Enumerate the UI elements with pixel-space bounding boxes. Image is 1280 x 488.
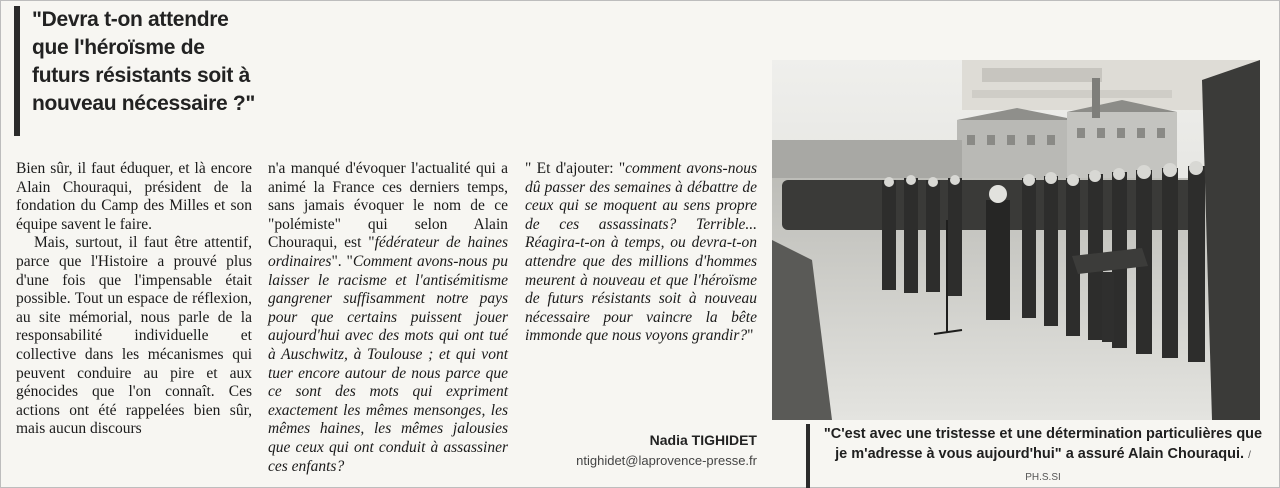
article-text: n'a manqué d'évoquer l'actualité qui a animé la France ces derniers temps, sans jamais évoquer le nom de ce "polémiste" qui selon Alain Chouraqui, est " (268, 160, 508, 252)
photo-caption (806, 424, 1266, 488)
pull-quote-line: nouveau nécessaire ?" (32, 92, 256, 115)
article-column-1 (16, 160, 252, 439)
pull-quote-line: futurs résistants soit à (32, 64, 251, 87)
article-text: " (747, 327, 754, 345)
photo-credit: / PH.S.SI (1025, 450, 1251, 483)
article-column-3 (525, 160, 757, 346)
article-paragraph (525, 160, 757, 346)
article-text: " Et d'ajouter: " (525, 160, 626, 177)
pull-quote-text (32, 6, 264, 118)
author-email: ntighidet@laprovence-presse.fr (576, 453, 757, 468)
pull-quote-line: "Devra t-on attendre (32, 8, 229, 31)
quote-text: fédérateur de haines ordinaires (268, 234, 508, 270)
article-text: ". " (331, 252, 353, 270)
article-paragraph: Mais, surtout, il faut être attentif, parce que l'Histoire a prouvé plus d'une fois que l'impensable était possible. Tout un espace de réflexion, au site mémorial, nous parle de la responsabilité individuelle et collective dans les mécanismes qui peuvent conduire au pire et aux génocides que l'on connaît. Ces actions ont été rappelées bien sûr, mais aucun discours (16, 234, 252, 438)
author-byline: Nadia TIGHIDET (649, 432, 757, 448)
pull-quote-line: que l'héroïsme de (32, 36, 205, 59)
ceremony-photo-illustration (772, 60, 1260, 420)
ceremony-photo (772, 60, 1260, 420)
article-column-2 (268, 160, 508, 476)
photo-caption-text: "C'est avec une tristesse et une détermination particulières que je m'adresse à vous aujourd'hui" a assuré Alain Chouraqui. (823, 426, 1263, 462)
quote-text: comment avons-nous dû passer des semaines à débattre de ceux qui se moquent au sens propre de ces assassinats? Terrible... Réagira-t-on à temps, ou devra-t-on attendre que des millions d'hommes meurent à nouveau et que l'héroïsme de futurs résistants soit à nouveau nécessaire pour vaincre la bête immonde que nous voyons grandir? (525, 160, 757, 345)
quote-text: Comment avons-nous pu laisser le racisme et l'antisémitisme gangrener suffisamment notre pays pour que certains puissent jouer aujourd'hui avec des mots qui ont tué à Auschwitz, à Toulouse ; et qui vont tuer encore autour de nous parce que ce sont des mots qui expriment exactement les mêmes mensonges, les mêmes haines, les mêmes jalousies que ceux qui ont conduit à assassiner ces enfants? (268, 252, 508, 475)
article-paragraph (268, 160, 508, 476)
pull-quote (14, 6, 264, 136)
article-paragraph: Bien sûr, il faut éduquer, et là encore Alain Chouraqui, président de la fondation du Camp des Milles et son équipe savent le faire. (16, 160, 252, 233)
